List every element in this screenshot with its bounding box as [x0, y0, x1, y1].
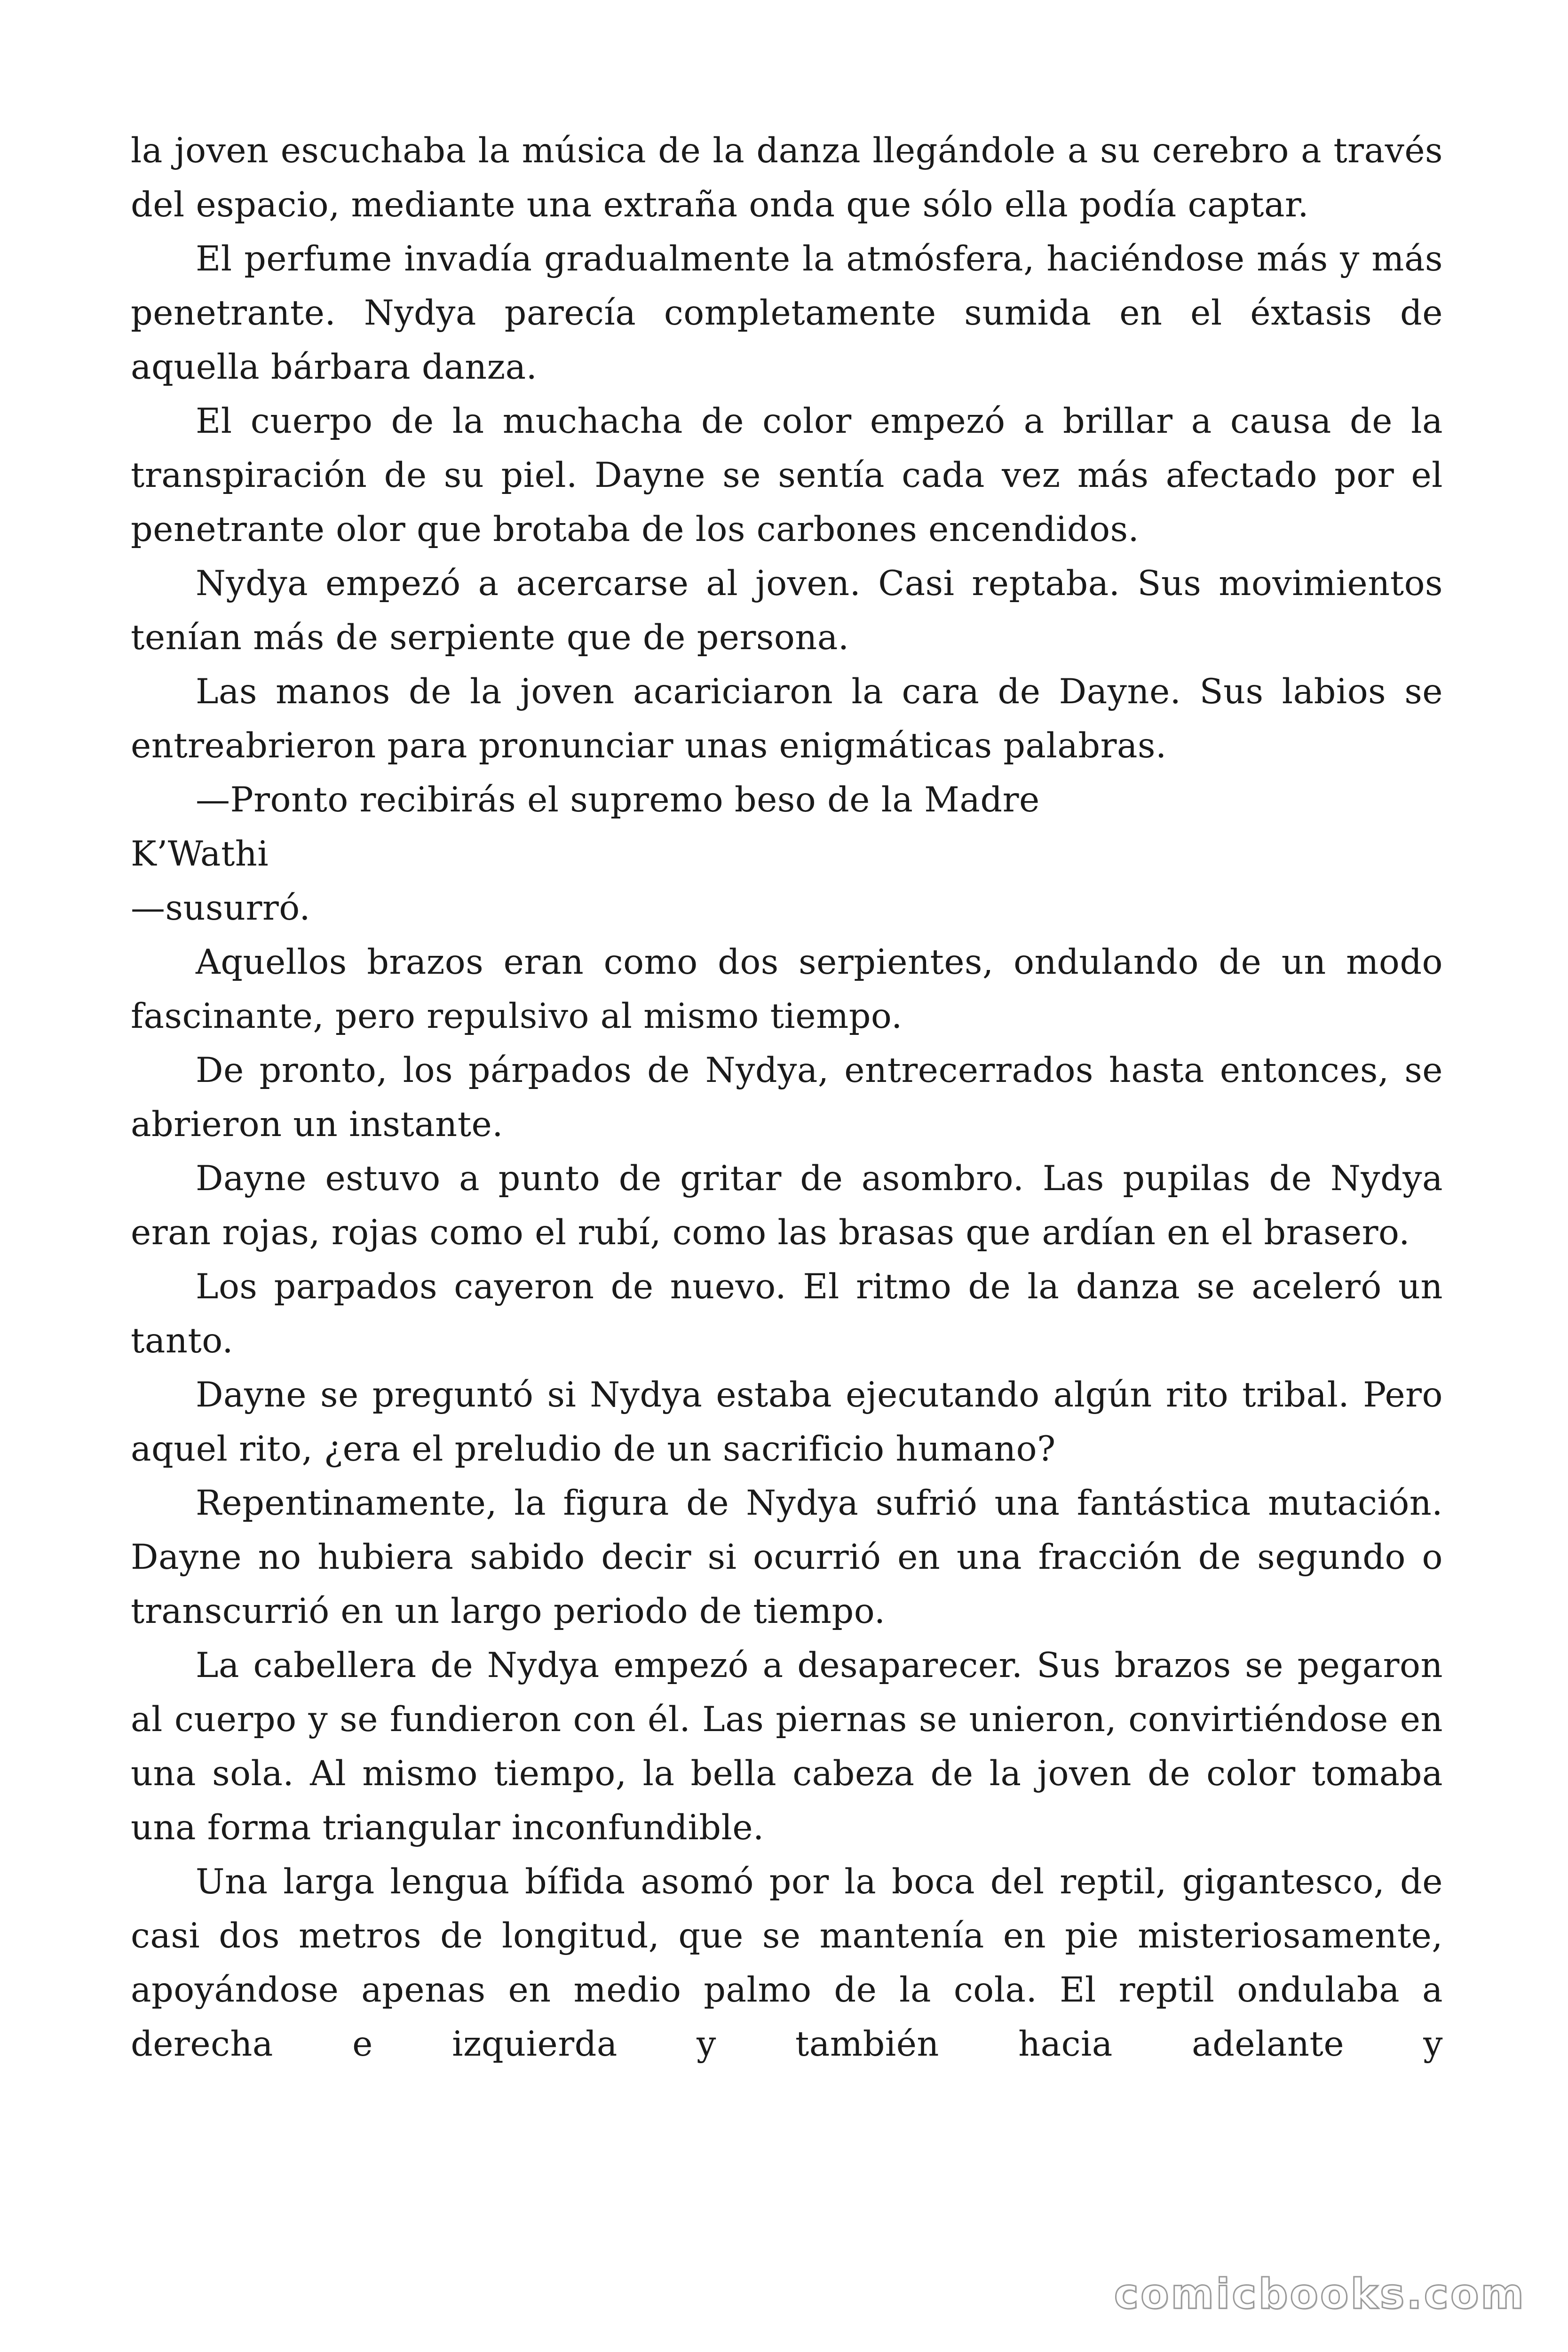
paragraph-9: Los parpados cayeron de nuevo. El ritmo de la danza se aceleró un tanto. [131, 1267, 1443, 1361]
paragraph-1: la joven escuchaba la música de la danza llegándole a su cerebro a través del espacio, mediante una extraña onda que sólo ella podía captar. [131, 131, 1443, 225]
dialogue-line: —Pronto recibirás el supremo beso de la Madre [196, 780, 1040, 820]
paragraph-10: Dayne se preguntó si Nydya estaba ejecutando algún rito tribal. Pero aquel rito, ¿era el preludio de un sacrificio humano? [131, 1375, 1443, 1469]
paragraph-8: Dayne estuvo a punto de gritar de asombro. Las pupilas de Nydya eran rojas, rojas como el rubí, como las brasas que ardían en el brasero. [131, 1159, 1443, 1253]
watermark-logo: comicbooks.com [1114, 2270, 1526, 2318]
paragraph-7: De pronto, los párpados de Nydya, entrecerrados hasta entonces, se abrieron un instante. [131, 1050, 1443, 1144]
paragraph-3: El cuerpo de la muchacha de color empezó a brillar a causa de la transpiración de su piel. Dayne se sentía cada vez más afectado por el penetrante olor que brotaba de los carbones encendidos. [131, 401, 1443, 549]
dialogue-name: K’Wathi [131, 834, 269, 874]
page-text [131, 124, 1443, 2071]
paragraph-13: Una larga lengua bífida asomó por la boca del reptil, gigantesco, de casi dos metros de longitud, que se mantenía en pie misteriosamente, apoyándose apenas en medio palmo de la cola. El reptil ondulaba a derecha e izquierda y también hacia adelante y [131, 1862, 1443, 2064]
paragraph-11: Repentinamente, la figura de Nydya sufrió una fantástica mutación. Dayne no hubiera sabido decir si ocurrió en una fracción de segundo o transcurrió en un largo periodo de tiempo. [131, 1483, 1443, 1631]
paragraph-2: El perfume invadía gradualmente la atmósfera, haciéndose más y más penetrante. Nydya parecía completamente sumida en el éxtasis de aquella bárbara danza. [131, 239, 1443, 387]
dialogue-tag: —susurró. [131, 888, 311, 928]
paragraph-12: La cabellera de Nydya empezó a desaparecer. Sus brazos se pegaron al cuerpo y se fundieron con él. Las piernas se unieron, convirtiéndose en una sola. Al mismo tiempo, la bella cabeza de la joven de color tomaba una forma triangular inconfundible. [131, 1645, 1443, 1848]
paragraph-4: Nydya empezó a acercarse al joven. Casi reptaba. Sus movimientos tenían más de serpiente que de persona. [131, 564, 1443, 658]
paragraph-5: Las manos de la joven acariciaron la cara de Dayne. Sus labios se entreabrieron para pronunciar unas enigmáticas palabras. [131, 672, 1443, 766]
paragraph-6: Aquellos brazos eran como dos serpientes, ondulando de un modo fascinante, pero repulsivo al mismo tiempo. [131, 942, 1443, 1036]
